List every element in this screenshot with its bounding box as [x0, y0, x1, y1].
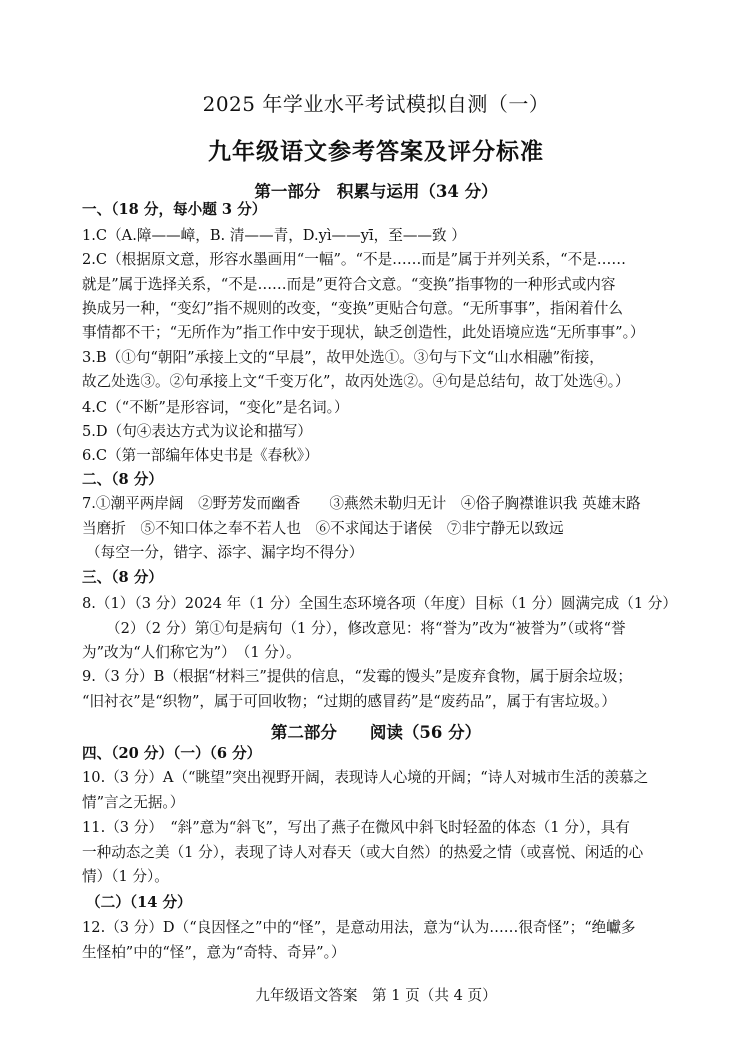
- answer-q9-line1: 9.（3 分）B（根据“材料三”提供的信息，“发霉的馒头”是废弃食物，属于厨余垃圾；: [82, 668, 633, 685]
- answer-q2-line2: 就是”属于选择关系，“不是……而是”更符合文意。“变换”指事物的一种形式或内容: [82, 276, 616, 293]
- answer-q8-line3: 为”改为“人们称它为”） （1 分）。: [82, 644, 301, 661]
- answer-q2-line4: 事情都不干；“无所作为”指工作中安于现状，缺乏创造性，此处语境应选“无所事事”。）: [82, 324, 645, 341]
- answer-q1: 1.C（A.障——嶂，B. 清——青，D.yì——yī，至——致 ）: [82, 227, 466, 244]
- section1-label: 一、（18 分，每小题 3 分）: [82, 201, 267, 218]
- answer-q11-line2: 一种动态之美（1 分），表现了诗人对春天（或大自然）的热爱之情（或喜悦、闲适的心: [82, 844, 644, 861]
- answer-q10-line2: 情”言之无据。）: [82, 794, 185, 811]
- section3-label: 三、（8 分）: [82, 569, 163, 586]
- part2-heading: 第二部分 阅读（56 分）: [270, 723, 482, 742]
- answer-q11-line1: 11.（3 分） “斜”意为“斜飞”，写出了燕子在微风中斜飞时轻盈的体态（1 分），具有: [82, 819, 630, 836]
- answer-q6: 6.C（第一部编年体史书是《春秋》）: [82, 447, 319, 464]
- answer-q11-line3: 情）（1 分）。: [82, 868, 169, 885]
- answer-q10-line1: 10.（3 分）A（“眺望”突出视野开阔，表现诗人心境的开阔；“诗人对城市生活的羡慕之: [82, 769, 649, 786]
- answer-q4: 4.C（“不断”是形容词，“变化”是名词。）: [82, 399, 349, 416]
- section2-label: 二、（8 分）: [82, 471, 163, 488]
- part1-heading: 第一部分 积累与运用（34 分）: [254, 182, 498, 201]
- answer-q12-line2: 生怪柏”中的“怪”，意为“奇特、奇异”。）: [82, 944, 346, 961]
- answer-q12-line1: 12.（3 分）D（“良因怪之”中的“怪”，是意动用法，意为“认为……很奇怪”；“绝巘多: [82, 919, 636, 936]
- answer-q3-line2: 故乙处选③。②句承接上文“千变万化”，故丙处选②。④句是总结句，故丁处选④。）: [82, 373, 630, 390]
- exam-title: 2025 年学业水平考试模拟自测（一）: [202, 92, 550, 116]
- subsection2-label: （二）（14 分）: [86, 894, 192, 911]
- document-title: 九年级语文参考答案及评分标准: [208, 138, 544, 165]
- answer-q8-line2: （2）（2 分）第①句是病句（1 分），修改意见：将“誉为”改为“被誉为”（或将“誉: [106, 620, 626, 637]
- answer-q5: 5.D（句④表达方式为议论和描写）: [82, 423, 312, 440]
- answer-q7-line2: 当磨折 ⑤不知口体之奉不若人也 ⑥不求闻达于诸侯 ⑦非宁静无以致远: [82, 520, 564, 537]
- page-footer: 九年级语文答案 第 1 页（共 4 页）: [255, 987, 497, 1004]
- answer-q7-line1: 7.①潮平两岸阔 ②野芳发而幽香 ③燕然未勒归无计 ④俗子胸襟谁识我 英雄末路: [82, 495, 641, 512]
- section4-label: 四、（20 分）（一）（6 分）: [82, 745, 262, 762]
- answer-q3-line1: 3.B（①句“朝阳”承接上文的“早晨”，故甲处选①。③句与下文“山水相融”衔接，: [82, 349, 604, 366]
- answer-q2-line3: 换成另一种，“变幻”指不规则的改变，“变换”更贴合句意。“无所事事”，指闲着什么: [82, 300, 623, 317]
- answer-q8-line1: 8.（1）（3 分）2024 年（1 分）全国生态环境各项（年度）目标（1 分）圆满完成（1 分）: [82, 595, 677, 612]
- answer-q9-line2: “旧衬衣”是“织物”，属于可回收物；“过期的感冒药”是“废药品”，属于有害垃圾。）: [82, 693, 616, 710]
- answer-q2-line1: 2.C（根据原文意，形容水墨画用“一幅”。“不是……而是”属于并列关系，“不是……: [82, 251, 626, 268]
- answer-q7-note: （每空一分，错字、添字、漏字均不得分）: [86, 544, 364, 561]
